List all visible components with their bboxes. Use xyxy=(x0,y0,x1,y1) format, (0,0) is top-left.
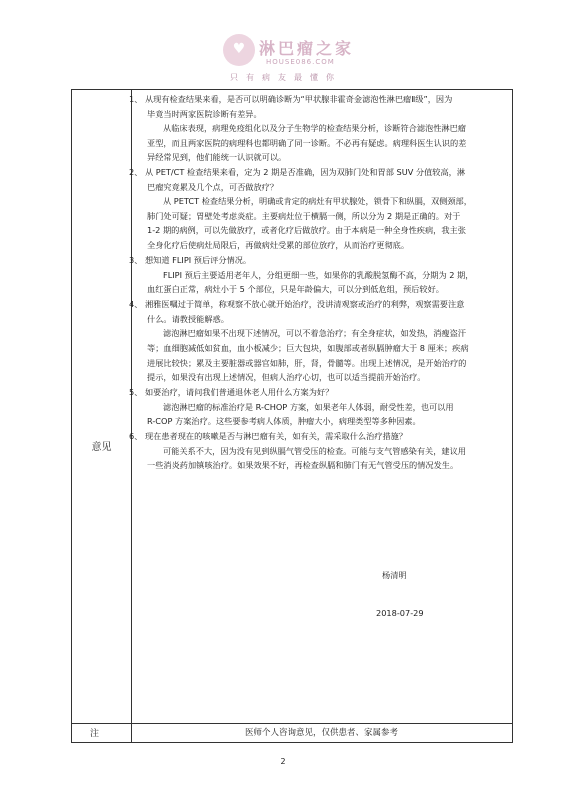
content-line-0: 1、 从现有检查结果来看，是否可以明确诊断为“甲状腺非霍奇金滤泡性淋巴瘤Ⅱ级”，因为 xyxy=(129,94,453,104)
content-line-14: 4、 湘雅医嘱过于简单，称观察不放心就开始治疗，没讲清观察或治疗的利弊，观察需要注意 xyxy=(129,299,465,309)
content-line-21: 滤泡淋巴瘤的标准治疗是 R-CHOP 方案，如果老年人体弱，耐受性差，也可以用 xyxy=(163,402,454,412)
content-line-19: 提示，如果没有出现上述情况，但病人治疗心切，也可以适当提前开始治疗。 xyxy=(147,372,426,382)
site-name: 淋巴瘤之家 xyxy=(259,39,355,58)
page-number: 2 xyxy=(280,757,286,766)
site-slogan: 只有病友最懂你 xyxy=(230,73,342,82)
opinion-label: 意见 xyxy=(91,442,112,453)
site-logo xyxy=(223,34,255,66)
content-line-7: 从 PETCT 检查结果分析，明确或肯定的病灶有甲状腺处，锁骨下和纵膈，双侧颈部， xyxy=(163,196,472,206)
content-line-2: 从临床表现，病理免疫组化以及分子生物学的检查结果分析，诊断符合滤泡性淋巴瘤 xyxy=(163,123,466,133)
content-line-23: 6、 现在患者现在的咳嗽是否与淋巴瘤有关，如有关，需采取什么治疗措施？ xyxy=(129,431,408,441)
note-row xyxy=(71,722,513,743)
content-line-11: 3、 想知道 FLIPI 预后评分情况。 xyxy=(129,255,252,265)
note-text: 医师个人咨询意见，仅供患者、家属参考 xyxy=(244,728,398,738)
heart-icon: ♥ xyxy=(232,41,246,57)
content-line-8: 肺门处可疑；胃壁处考虑炎症。主要病灶位于横膈一侧，所以分为 2 期是正确的。对于 xyxy=(147,211,461,221)
content-line-4: 异经常见到，他们能统一认识就可以。 xyxy=(147,152,287,162)
content-line-20: 5、 如要治疗，请问我们普通退休老人用什么方案为好？ xyxy=(129,387,334,397)
content-line-13: 血红蛋白正常，病灶小于 5 个部位，只是年龄偏大，可以分到低危组，预后较好。 xyxy=(147,284,444,294)
site-url: HOUSE086.COM xyxy=(266,58,335,66)
content-line-25: 一些消炎药加镇咳治疗。如果效果不好，再检查纵膈和肺门有无气管受压的情况发生。 xyxy=(147,460,459,470)
content-line-9: 1-2 期的病例，可以先做放疗，或者化疗后做放疗。由于本病是一种全身性疾病，我主张 xyxy=(147,225,466,235)
opinion-label-cell xyxy=(72,90,132,723)
content-line-12: FLIPI 预后主要适用老年人，分组更细一些，如果你的乳酸脱氢酶不高，分期为 2 期， xyxy=(163,270,474,280)
note-label: 注 xyxy=(90,729,100,739)
content-line-22: R-COP 方案治疗。这些要参考病人体质，肿瘤大小，病理类型等多种因素。 xyxy=(147,416,421,426)
content-line-10: 全身化疗后使病灶局限后，再做病灶受累的部位放疗，从而治疗更彻底。 xyxy=(147,240,410,250)
doctor-signature: 杨清明 xyxy=(382,570,407,580)
site-header xyxy=(0,14,566,80)
content-line-6: 巴瘤究竟累及几个点，可否做放疗？ xyxy=(147,182,279,192)
content-line-18: 进展比较快；累及主要脏器或器官如肺，肝，肾，骨髓等。出现上述情况，是开始治疗的 xyxy=(147,358,467,368)
content-line-15: 什么。请教授能解惑。 xyxy=(147,314,229,324)
content-line-3: 亚型，而且两家医院的病理科也都明确了同一诊断。不必再有疑虑。病理科医生认识的差 xyxy=(147,138,467,148)
content-line-16: 滤泡淋巴瘤如果不出现下述情况，可以不着急治疗；有全身症状，如发热，消瘦盗汗 xyxy=(163,328,466,338)
signature-date: 2018-07-29 xyxy=(376,608,424,618)
content-line-5: 2、 从 PET/CT 检查结果来看，定为 2 期是否准确，因为双肺门处和胃部 SUV 分值较高，淋 xyxy=(129,167,466,177)
note-label-cell xyxy=(72,722,132,742)
content-line-1: 毕竟当时两家医院诊断有差异。 xyxy=(147,109,262,119)
content-line-24: 可能关系不大，因为没有见到纵膈气管受压的检查。可能与支气管感染有关，建议用 xyxy=(163,446,466,456)
content-line-17: 等；血细胞减低如贫血，血小板减少；巨大包块，如腹部或者纵膈肿瘤大于 8 厘米；疾病 xyxy=(147,343,469,353)
